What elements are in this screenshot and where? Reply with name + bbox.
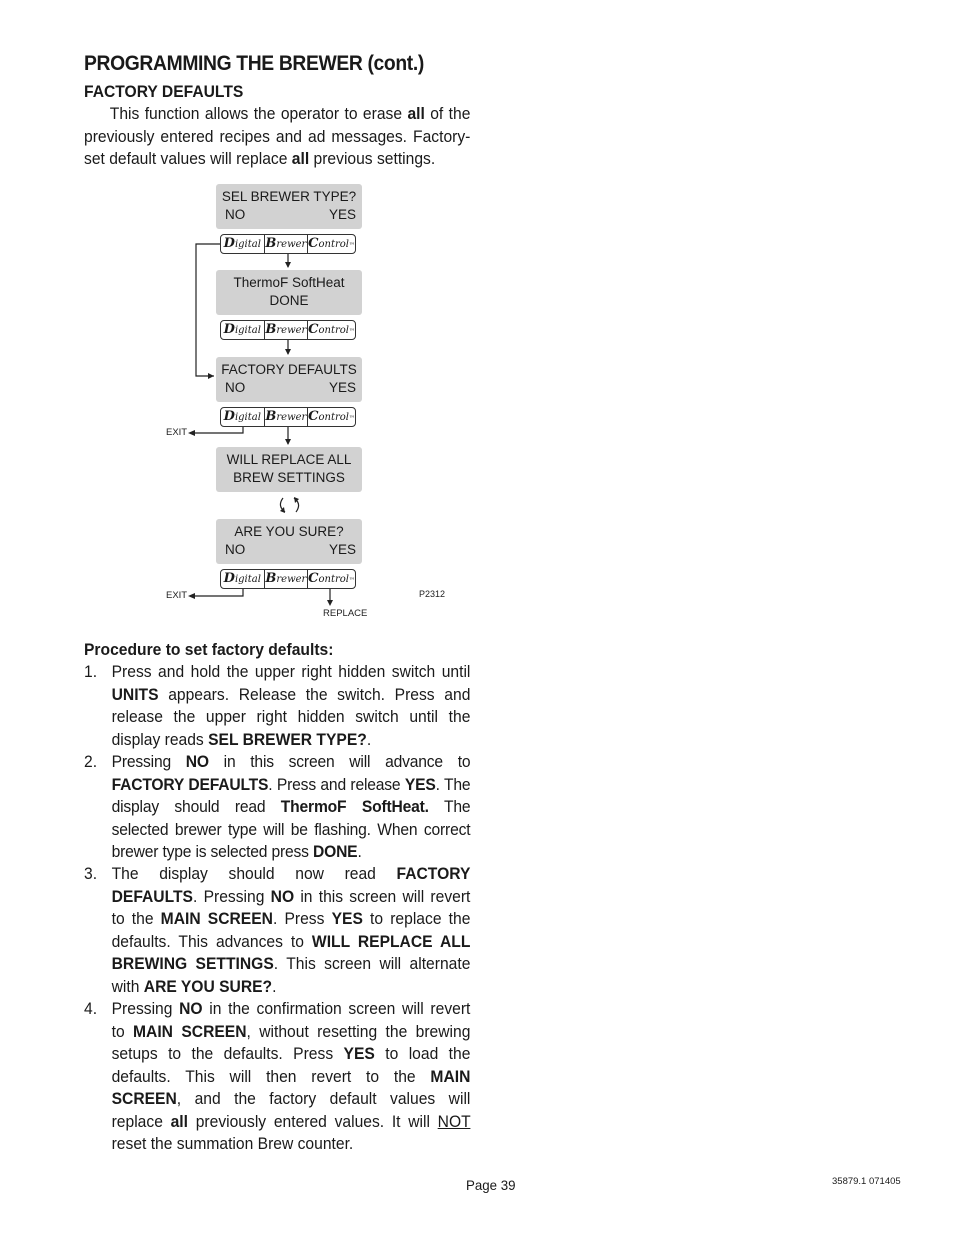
exit-label: EXIT bbox=[166, 427, 188, 438]
lcd-sel-brewer-type: SEL BREWER TYPE? NO YES bbox=[216, 184, 362, 229]
lcd-factory-defaults: FACTORY DEFAULTS NO YES bbox=[216, 357, 362, 402]
switch-middle[interactable]: Brewer bbox=[265, 571, 307, 586]
switch-right[interactable]: Control™ bbox=[308, 409, 355, 424]
switch-middle[interactable]: Brewer bbox=[265, 322, 307, 337]
switch-right[interactable]: Control™ bbox=[308, 571, 355, 586]
replace-label: REPLACE bbox=[323, 608, 368, 619]
intro-paragraph: This function allows the operator to erase all of the previously entered recipes and ad messages. Factory-set default values will replace all previous settings. bbox=[84, 104, 471, 168]
lcd-brewer-type-select: ThermoF SoftHeat DONE bbox=[216, 270, 362, 315]
switch-middle[interactable]: Brewer bbox=[265, 236, 307, 251]
brand-bar bbox=[220, 320, 356, 340]
lcd-are-you-sure: ARE YOU SURE? NO YES bbox=[216, 519, 362, 564]
brand-bar bbox=[220, 234, 356, 254]
section-heading: FACTORY DEFAULTS bbox=[84, 82, 244, 101]
step-1: 1. Press and hold the upper right hidden switch until UNITS appears. Release the switch. Press and release the upper right hidden switch until the display reads SEL BREWER TYPE?. bbox=[84, 662, 471, 749]
switch-left[interactable]: Digital bbox=[223, 236, 261, 251]
page-number: Page 39 bbox=[466, 1177, 516, 1193]
switch-left[interactable]: Digital bbox=[223, 409, 261, 424]
step-2: 2. Pressing NO in this screen will advance to FACTORY DEFAULTS. Press and release YES. The display should read ThermoF SoftHeat. The selected brewer type will be flashing. When correct brewer type is selected press DONE. bbox=[84, 752, 471, 861]
switch-middle[interactable]: Brewer bbox=[265, 409, 307, 424]
step-4: 4. Pressing NO in the confirmation screen will revert to MAIN SCREEN, without resetting the brewing setups to the defaults. Press YES to load the defaults. This will then revert to the MAIN SCREEN, and the factory default values will replace all previously entered values. It will NOT reset the summation Brew counter. bbox=[84, 999, 471, 1153]
brand-bar bbox=[220, 407, 356, 427]
document-id: 35879.1 071405 bbox=[832, 1176, 901, 1187]
page-title: PROGRAMMING THE BREWER (cont.) bbox=[84, 52, 424, 75]
switch-right[interactable]: Control™ bbox=[308, 322, 355, 337]
switch-left[interactable]: Digital bbox=[223, 322, 261, 337]
switch-right[interactable]: Control™ bbox=[308, 236, 355, 251]
figure-id: P2312 bbox=[419, 589, 446, 599]
brand-bar bbox=[220, 569, 356, 589]
lcd-will-replace: WILL REPLACE ALL BREW SETTINGS bbox=[216, 447, 362, 492]
switch-left[interactable]: Digital bbox=[223, 571, 261, 586]
step-3: 3. The display should now read FACTORY DEFAULTS. Pressing NO in this screen will revert to the MAIN SCREEN. Press YES to replace the defaults. This advances to WILL REPLACE ALL BREWING SETTINGS. This screen will alternate with ARE YOU SURE?. bbox=[84, 864, 471, 996]
exit-label: EXIT bbox=[166, 590, 188, 601]
procedure-heading: Procedure to set factory defaults: bbox=[84, 640, 334, 659]
